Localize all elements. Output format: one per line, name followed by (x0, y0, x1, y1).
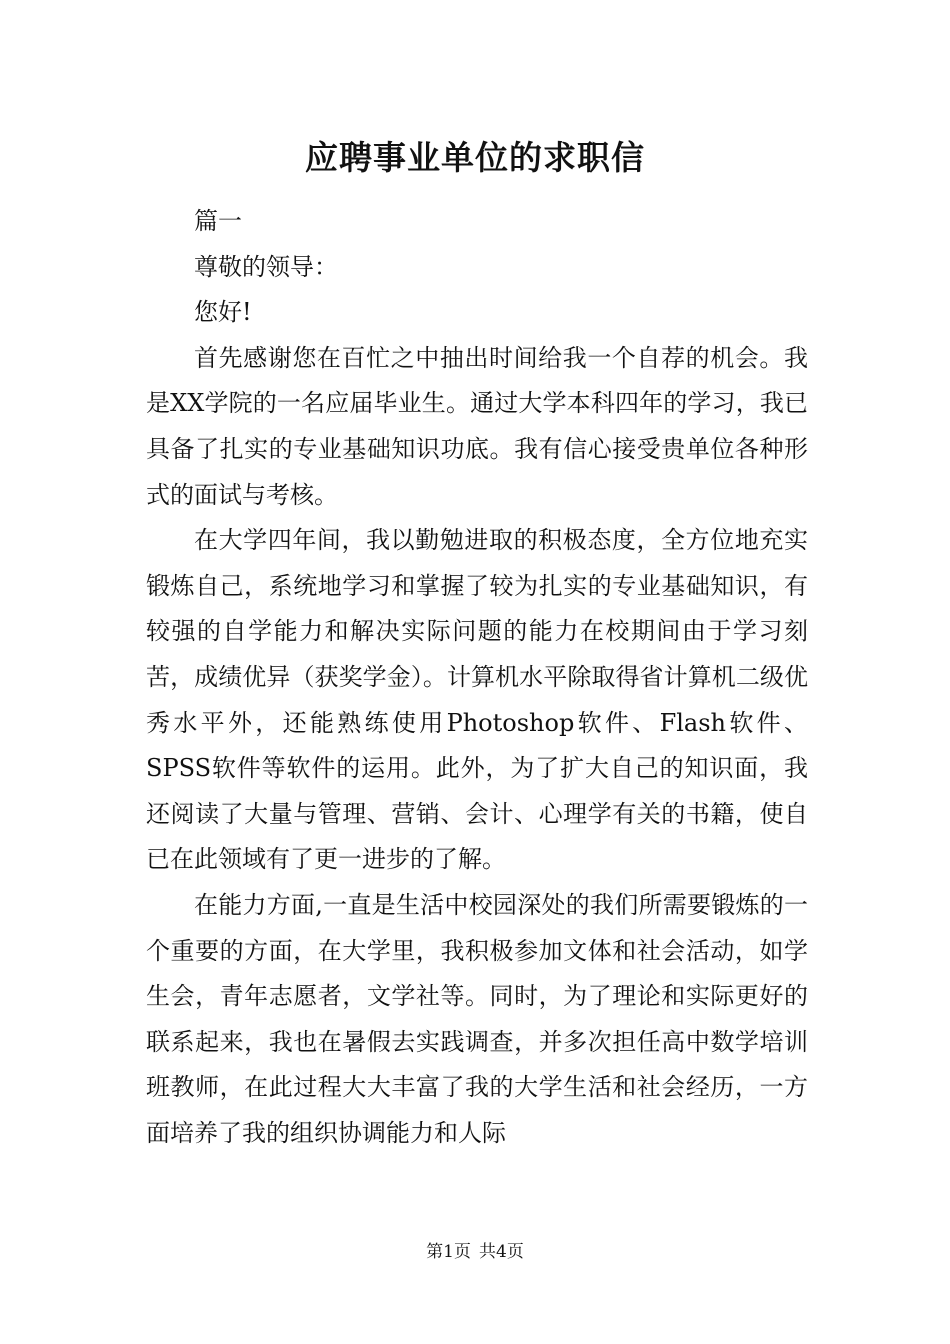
salutation: 尊敬的领导： (194, 252, 338, 281)
paragraph-ability: 在能力方面,一直是生活中校园深处的我们所需要锻炼的一个重要的方面，在大学里，我积极参加文体和社会活动，如学生会，青年志愿者，文学社等。同时，为了理论和实际更好的联系起来，我也在暑假去实践调查，并多次担任高中数学培训班教师，在此过程大大丰富了我的大学生活和社会经历，一方面培养了我的组织协调能力和人际 (146, 890, 808, 1147)
document-body (146, 199, 808, 1156)
page-total: 共4页 (479, 1242, 524, 1262)
greeting: 您好! (194, 298, 252, 327)
page-footer (0, 1240, 950, 1264)
paragraph-intro: 首先感谢您在百忙之中抽出时间给我一个自荐的机会。我是XX学院的一名应届毕业生。通过大学本科四年的学习，我已具备了扎实的专业基础知识功底。我有信心接受贵单位各种形式的面试与考核。 (146, 343, 808, 509)
document-title: 应聘事业单位的求职信 (305, 138, 645, 177)
page-number: 第1页 (426, 1242, 471, 1262)
paragraph-study: 在大学四年间，我以勤勉进取的积极态度，全方位地充实锻炼自己，系统地学习和掌握了较为扎实的专业基础知识，有较强的自学能力和解决实际问题的能力在校期间由于学习刻苦，成绩优异（获奖学金）。计算机水平除取得省计算机二级优秀水平外，还能熟练使用Photoshop软件、Flash软件、SPSS软件等软件的运用。此外，为了扩大自己的知识面，我还阅读了大量与管理、营销、会计、心理学有关的书籍，使自已在此领域有了更一进步的了解。 (146, 526, 808, 874)
section-label: 篇一 (194, 207, 242, 235)
